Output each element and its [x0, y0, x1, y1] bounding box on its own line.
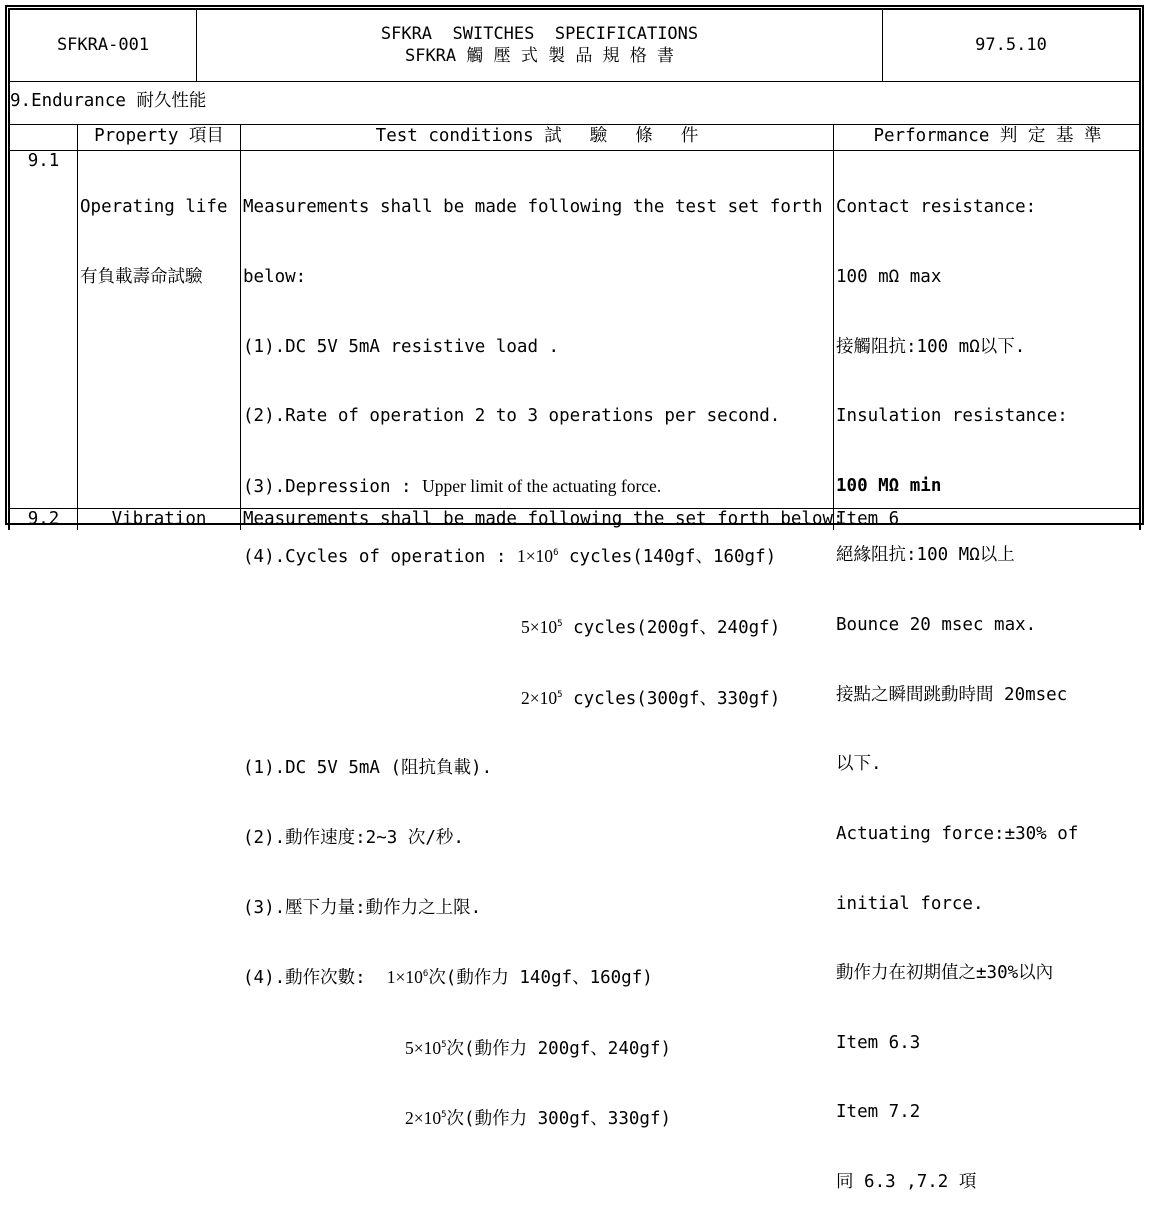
test-line: [243, 545, 822, 569]
cycle-text: 次(動作力 140gf、160gf): [428, 968, 653, 989]
test-line-prefix: (4).動作次數:: [243, 968, 366, 989]
cycle-base: 5×10: [521, 617, 558, 638]
col-divider-test: [833, 125, 834, 530]
row-number: 9.2: [27, 509, 60, 529]
performance-line: Item 6.3: [836, 1032, 921, 1053]
performance-line: 動作力在初期值之±30%以內: [836, 963, 1054, 984]
row-number: 9.1: [27, 151, 60, 171]
test-line-prefix: (3).Depression :: [243, 476, 423, 497]
col-divider-property: [240, 125, 241, 530]
cycle-base: 5×10: [405, 1037, 442, 1058]
performance-line: Insulation resistance:: [836, 406, 1068, 427]
performance-line: Item 6: [836, 509, 900, 529]
row-property-line: 有負載壽命試驗: [80, 267, 203, 288]
test-line: [243, 475, 822, 499]
test-line: [243, 687, 822, 711]
cycle-text: 次(動作力 200gf、240gf): [446, 1038, 672, 1059]
col-divider-no: [77, 125, 78, 530]
performance-criteria: [836, 150, 1078, 1217]
test-line-zh: (2).動作速度:2~3 次/秒.: [243, 827, 464, 848]
row-property: [80, 150, 228, 312]
cycle-base: 1×10: [386, 967, 423, 988]
cycle-text: cycles(300gf、330gf): [562, 688, 781, 709]
header-bottom-rule: [10, 81, 1141, 82]
cycle-exponent: 6: [553, 548, 559, 559]
test-intro-line: below:: [243, 267, 307, 288]
row-property-line: Operating life: [80, 197, 228, 218]
test-line-zh: (3).壓下力量:動作力之上限.: [243, 897, 482, 918]
performance-line: initial force.: [836, 893, 984, 914]
cycle-text: 次(動作力 300gf、330gf): [446, 1109, 672, 1130]
performance-line: 接點之瞬間跳動時間 20msec: [836, 684, 1068, 705]
performance-line: Bounce 20 msec max.: [836, 615, 1037, 636]
test-line-zh: (1).DC 5V 5mA (阻抗負載).: [243, 758, 493, 779]
test-line: (2).Rate of operation 2 to 3 operations per second.: [243, 406, 781, 427]
test-line-text: Upper limit of the actuating force.: [422, 475, 662, 496]
test-line-zh: [243, 1107, 822, 1131]
cycle-base: 2×10: [521, 687, 558, 708]
test-conditions: [243, 150, 822, 1155]
cycle-exponent: 6: [422, 969, 429, 980]
cycle-exponent: 5: [557, 689, 563, 700]
performance-line: 絕緣阻抗:100 MΩ以上: [836, 545, 1015, 566]
doc-title: [197, 10, 882, 80]
performance-line: Actuating force:±30% of: [836, 823, 1079, 844]
doc-title-en: SFKRA SWITCHES SPECIFICATIONS: [380, 24, 699, 44]
row-property: Vibration: [111, 509, 207, 529]
col-header-performance: Performance 判 定 基 準: [873, 126, 1102, 146]
cycle-text: cycles(200gf、240gf): [562, 618, 781, 639]
test-line-zh: [243, 966, 822, 990]
test-intro-line: Measurements shall be made following the test set forth: [243, 197, 823, 218]
test-line-prefix: (4).Cycles of operation :: [243, 547, 517, 568]
performance-line: 接觸阻抗:100 mΩ以下.: [836, 336, 1026, 357]
performance-line: Contact resistance:: [836, 197, 1037, 218]
cycle-base: 1×10: [516, 546, 554, 567]
cycle-text: cycles(140gf、160gf): [558, 547, 777, 568]
doc-code-text: SFKRA-001: [56, 35, 150, 55]
performance-line: 100 MΩ min: [836, 475, 942, 496]
performance-line: 同 6.3 ,7.2 項: [836, 1171, 977, 1192]
performance-line: Item 7.2: [836, 1102, 921, 1123]
cycle-exponent: 5: [441, 1110, 447, 1121]
doc-date-text: 97.5.10: [975, 35, 1047, 55]
doc-code: [10, 10, 196, 80]
cycle-base: 2×10: [405, 1108, 442, 1129]
col-header-test: Test conditions 試 驗 條 件: [375, 126, 699, 146]
doc-date: [883, 10, 1139, 80]
cycle-exponent: 5: [557, 619, 563, 630]
test-line: [243, 616, 822, 640]
section-title: 9.Endurance 耐久性能: [10, 91, 207, 111]
doc-title-zh: SFKRA 觸 壓 式 製 品 規 格 書: [404, 46, 675, 66]
test-intro-line: Measurements shall be made following the set forth below:: [243, 509, 844, 529]
performance-line: 100 mΩ max: [836, 267, 942, 288]
performance-line: 以下.: [836, 754, 882, 775]
test-line: (1).DC 5V 5mA resistive load .: [243, 336, 560, 357]
cycle-exponent: 5: [441, 1039, 447, 1050]
col-header-property: Property 項目: [94, 126, 224, 146]
test-line-zh: [243, 1037, 822, 1061]
